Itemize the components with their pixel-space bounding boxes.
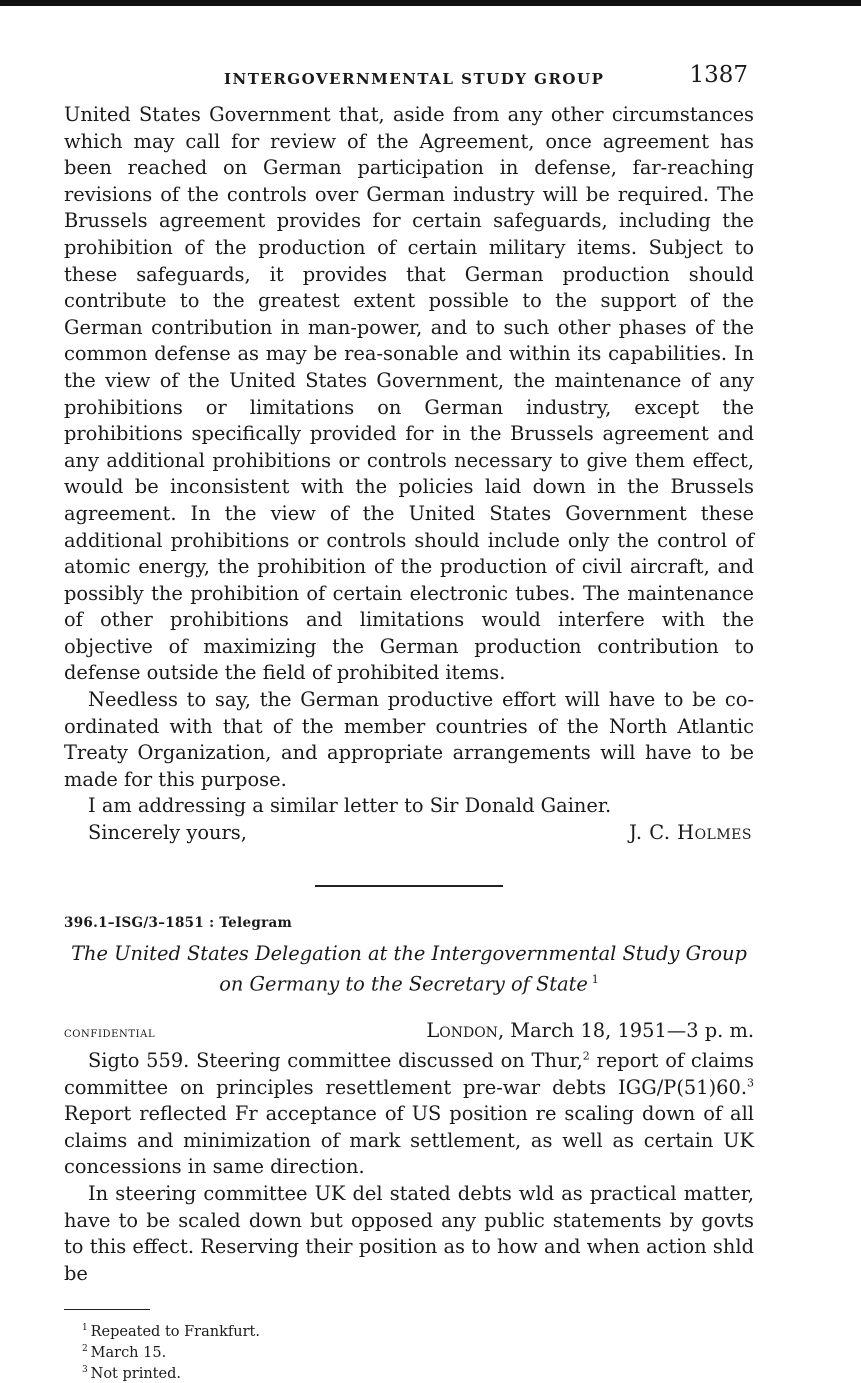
place: London xyxy=(426,1019,498,1043)
closing: Sincerely yours, xyxy=(88,821,247,845)
footnote-marker: 3 xyxy=(82,1365,88,1376)
section-divider xyxy=(315,885,503,887)
dateline xyxy=(64,1019,754,1042)
document-title-text: The United States Delegation at the Intergovernmental Study Group on Germany to the Secretary of State xyxy=(71,941,747,996)
footnote-marker: 1 xyxy=(82,1323,88,1334)
telegram-p1-part-c: Report reflected Fr acceptance of US position re scaling down of all claims and minimization of mark settlement, as well as certain UK concessions in same direction. xyxy=(64,1102,754,1179)
closing-row xyxy=(64,820,754,847)
footnote-text: Repeated to Frankfurt. xyxy=(90,1324,260,1341)
date-time: , March 18, 1951—3 p. m. xyxy=(497,1019,754,1043)
classification-mark: confidential xyxy=(64,1025,156,1042)
page-number: 1387 xyxy=(689,62,748,88)
footnote-text: Not printed. xyxy=(90,1365,181,1382)
footnote-marker: 2 xyxy=(82,1344,88,1355)
telegram-body xyxy=(64,1048,754,1287)
footnote-marker-3: 3 xyxy=(747,1076,754,1090)
page-top-edge xyxy=(0,0,861,6)
footnote-marker-2: 2 xyxy=(582,1049,590,1063)
document-title xyxy=(64,941,754,997)
running-title: INTERGOVERNMENTAL STUDY GROUP xyxy=(224,70,605,88)
footnote-item xyxy=(82,1341,754,1362)
footnotes xyxy=(64,1320,754,1382)
letter-paragraph-2: Needless to say, the German productive effort will have to be co-ordinated with that of the member countries of the North Atlantic Treaty Organization, and appropriate arrangements will have to be made for this purpose. xyxy=(64,688,754,791)
telegram-p1-part-a: Sigto 559. Steering committee discussed on Thur, xyxy=(88,1049,583,1073)
letter-body xyxy=(64,102,754,820)
document-page xyxy=(64,62,754,1383)
running-header xyxy=(64,62,754,102)
file-reference: 396.1–ISG/3–1851 : Telegram xyxy=(64,914,293,931)
footnote-rule xyxy=(64,1309,150,1310)
footnote-item xyxy=(82,1320,754,1341)
title-footnote-marker: 1 xyxy=(591,972,599,986)
letter-paragraph-3: I am addressing a similar letter to Sir Donald Gainer. xyxy=(88,794,612,818)
letter-paragraph-1: United States Government that, aside from any other circumstances which may call for review of the Agreement, once agreement has been reached on German participation in defense, far-reaching revisions of the controls over German industry will be required. The Brussels agreement provides for certain safeguards, including the prohibition of the production of certain military items. Subject to these safeguards, it provides that German production should contribute to the greatest extent possible to the support of the German contribution in man-power, and to such other phases of the common defense as may be rea-sonable and within its capabilities. In the view of the United States Government, the maintenance of any prohibitions or limitations on German industry, except the prohibitions specifically provided for in the Brussels agreement and any additional prohibitions or controls necessary to give them effect, would be inconsistent with the policies laid down in the Brussels agreement. In the view of the United States Government these additional prohibitions or controls should include only the control of atomic energy, the prohibition of the production of civil aircraft, and possibly the prohibition of certain electronic tubes. The maintenance of other prohibitions and limitations would interfere with the objective of maximizing the German production contribution to defense outside the field of prohibited items. xyxy=(64,103,754,685)
telegram-p1-part-b: report of claims committee on principles resettlement pre-war debts IGG/P(51)60. xyxy=(64,1049,754,1099)
telegram-paragraph-1 xyxy=(64,1048,754,1181)
place-and-date xyxy=(426,1019,754,1042)
signature: J. C. Holmes xyxy=(629,821,752,845)
telegram-paragraph-2: In steering committee UK del stated debts wld as practical matter, have to be scaled down but opposed any public statements by govts to this effect. Reserving their position as to how and when action shld be xyxy=(64,1182,754,1285)
footnote-text: March 15. xyxy=(90,1345,167,1362)
